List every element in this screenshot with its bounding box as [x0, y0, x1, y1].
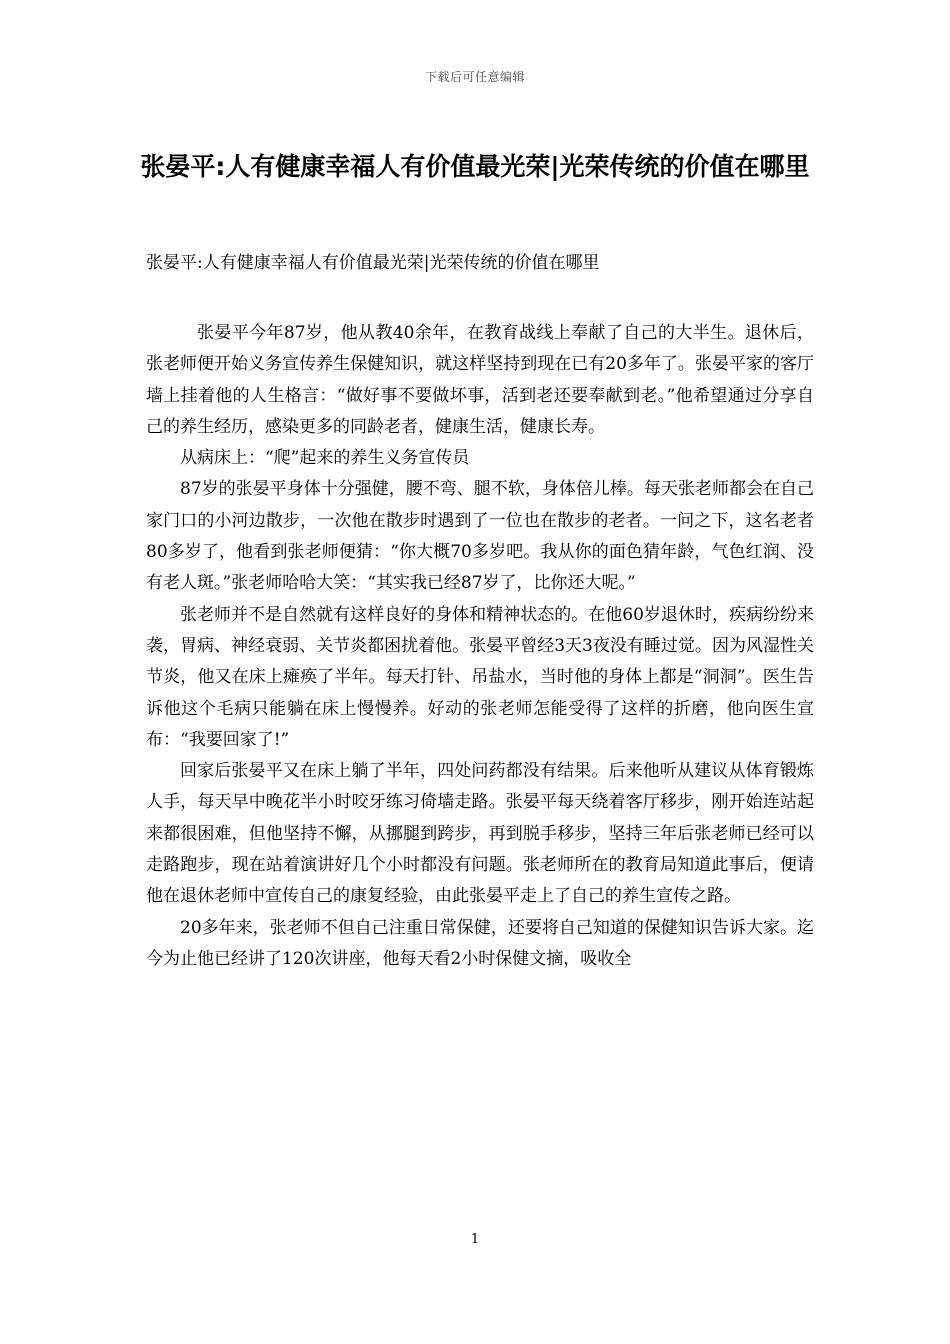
paragraph: 87岁的张晏平身体十分强健，腰不弯、腿不软，身体倍儿棒。每天张老师都会在自己家门口的小河边散步，一次他在散步时遇到了一位也在散步的老者。一问之下，这名老者80多岁了，他看到张老师便猜：“你大概70多岁吧。我从你的面色猜年龄，气色红润、没有老人斑。”张老师哈哈大笑：“其实我已经87岁了，比你还大呢。”: [146, 479, 814, 594]
paragraph: 张晏平今年87岁，他从教40余年，在教育战线上奉献了自己的大半生。退休后，张老师便开始义务宣传养生保健知识，就这样坚持到现在已有20多年了。张晏平家的客厅墙上挂着他的人生格言：“做好事不要做坏事，活到老还要奉献到老。”他希望通过分享自己的养生经历，感染更多的同龄老者，健康生活，健康长寿。: [146, 323, 814, 437]
document-title: 张晏平:人有健康幸福人有价值最光荣|光荣传统的价值在哪里: [140, 152, 810, 181]
document-body: [146, 318, 814, 975]
page-number: 1: [470, 1232, 480, 1247]
paragraph: 回家后张晏平又在床上躺了半年，四处问药都没有结果。后来他听从建议从体育锻炼人手，每天早中晚花半小时咬牙练习倚墙走路。张晏平每天绕着客厅移步，刚开始连站起来都很困难，但他坚持不懈，从挪腿到跨步，再到脱手移步，坚持三年后张老师已经可以走路跑步，现在站着演讲好几个小时都没有问题。张老师所在的教育局知道此事后，便请他在退休老师中宣传自己的康复经验，由此张晏平走上了自己的养生宣传之路。: [146, 761, 814, 907]
header-note: 下载后可任意编辑: [424, 70, 525, 84]
section-heading: 从病床上：“爬”起来的养生义务宣传员: [180, 448, 470, 469]
paragraph: 20多年来，张老师不但自己注重日常保健，还要将自己知道的保健知识告诉大家。迄今为止他已经讲了120次讲座，他每天看2小时保健文摘，吸收全: [146, 917, 814, 969]
paragraph: 张老师并不是自然就有这样良好的身体和精神状态的。在他60岁退休时，疾病纷纷来袭，胃病、神经衰弱、关节炎都困扰着他。张晏平曾经3天3夜没有睡过觉。因为风湿性关节炎，他又在床上瘫痪了半年。每天打针、吊盐水，当时他的身体上都是“洞洞”。医生告诉他这个毛病只能躺在床上慢慢养。好动的张老师怎能受得了这样的折磨，他向医生宣布：“我要回家了!”: [146, 604, 814, 750]
document-subtitle: 张晏平:人有健康幸福人有价值最光荣|光荣传统的价值在哪里: [146, 253, 600, 273]
